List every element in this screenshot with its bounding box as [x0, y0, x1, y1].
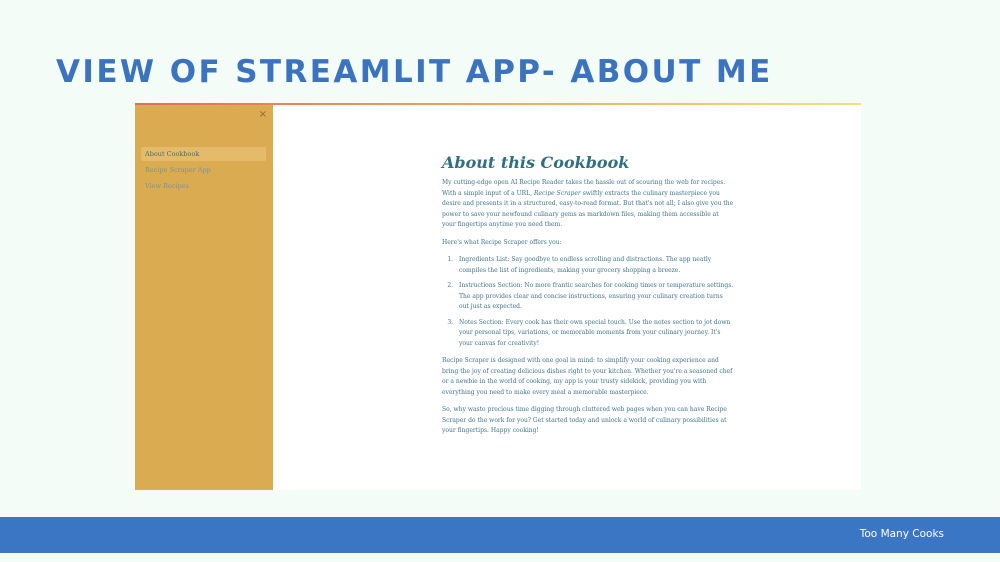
intro-text-start: My cutting-edge open AI Recipe Reader takes the hassle out of scouring the web for recipes. With a simple input of a URL, — [442, 179, 726, 197]
intro-paragraph — [442, 178, 734, 231]
footer-bar — [0, 517, 1000, 553]
features-list — [442, 255, 734, 349]
sidebar-nav — [141, 147, 266, 195]
feature-item-notes: 3. Notes Section: Every cook has their own special touch. Use the notes section to jot down your personal tips, variations, or memorable moments from your culinary journey. It's your canvas for creativity! — [455, 318, 734, 350]
goal-paragraph: Recipe Scraper is designed with one goal in mind: to simplify your cooking experience and bring the joy of creating delicious dishes right to your kitchen. Whether you're a seasoned chef or a newbie in the world of cooking, my app is your trusty sidekick, providing you with everything you need to make every meal a memorable masterpiece. — [442, 357, 733, 396]
slide-title: VIEW OF STREAMLIT APP- ABOUT ME — [56, 54, 773, 90]
sidebar-item-recipe-scraper-app[interactable]: Recipe Scraper App — [145, 166, 211, 174]
app-screenshot — [135, 103, 861, 490]
footer-brand: Too Many Cooks — [859, 528, 944, 540]
sidebar — [135, 105, 273, 490]
offers-heading: Here's what Recipe Scraper offers you: — [442, 238, 562, 246]
sidebar-item-view-recipes[interactable]: View Recipes — [145, 182, 189, 190]
feature-item-instructions: 2. Instructions Section: No more frantic searches for cooking times or temperature settings. The app provides clear and concise instructions, ensuring your culinary creation turns out just as expected. — [455, 281, 734, 313]
intro-text-end: swiftly extracts the culinary masterpiece you desire and presents it in a structured, easy-to-read format. But that's not all; I also give you the power to save your newfound culinary gems as markdown files, making them accessible at your fingertips anytime you need them. — [442, 189, 734, 228]
feature-item-ingredients: 1. Ingredients List: Say goodbye to endless scrolling and distractions. The app neatly compiles the list of ingredients, making your grocery shopping a breeze. — [455, 255, 734, 276]
page-heading: About this Cookbook — [442, 153, 630, 172]
sidebar-item-about-cookbook[interactable]: About Cookbook — [141, 147, 266, 161]
close-icon[interactable]: × — [258, 109, 267, 120]
cta-paragraph: So, why waste precious time digging through cluttered web pages when you can have Recipe Scraper do the work for you? Get started today and unlock a world of culinary possibilities at your fingertips. Happy cooking! — [442, 406, 727, 434]
intro-emphasis: Recipe Scraper — [533, 189, 581, 197]
main-content — [442, 153, 734, 444]
